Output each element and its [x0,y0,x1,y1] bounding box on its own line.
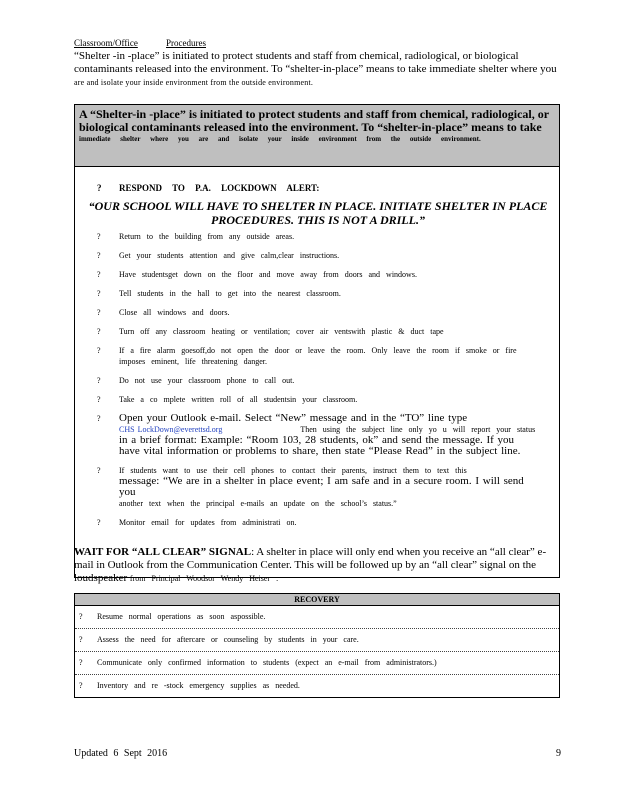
page-header [74,38,206,48]
recovery-item-text: Assess the need for aftercare or counseling by students in your care. [97,635,359,644]
recovery-item-text: Resume normal operations as soon aspossible. [97,612,266,621]
banner-tail-text: immediate shelter where you are and isolate your inside environment from the outside environment. [79,135,481,143]
outlook-instruction [97,413,537,457]
recovery-item [75,606,559,629]
recovery-item-text: Communicate only confirmed information to students (expect an e-mail from administrators.) [97,658,437,667]
outlook-text-b: Then using the subject line only yo u will report your status [300,425,536,434]
list-item-text: Close all windows and doors. [119,308,230,317]
bullet-mark: ? [97,395,101,404]
recovery-item [75,675,559,698]
all-clear-text: : A shelter in place will only end when you receive an “all clear” e-mail in Outlook from the Communication Center. This will be followed up by an “all clear” signal on the loudspeaker [74,546,547,584]
bullet-mark: ? [97,466,101,475]
list-item [97,375,537,386]
phones-text-b: message: “We are in a shelter in place event; I am safe and in a secure room. I will send you [119,475,524,498]
list-item [97,288,537,299]
bullet-mark: ? [97,414,101,423]
phones-text-c: another text when the principal e-mails an update on the school’s status.” [119,499,397,508]
list-item-text: Tell students in the hall to get into the nearest classroom. [119,289,341,298]
list-item-text: Do not use your classroom phone to call out. [119,376,295,385]
bullet-mark: ? [97,289,101,298]
intro-line-3: are and isolate your inside environment from the outside environment. [74,78,314,87]
recovery-list [74,606,560,698]
list-item-text: Get your students attention and give calm,clear instructions. [119,251,340,260]
footer-updated: Updated 6 Sept 2016 [74,748,168,759]
monitor-text: Monitor email for updates from administrati on. [119,518,297,527]
shelter-definition-banner [75,105,559,167]
bullet-mark: ? [97,251,101,260]
list-item-text: Turn off any classroom heating or ventilation; cover air ventswith plastic & duct tape [119,327,444,336]
bullet-mark: ? [79,635,83,644]
header-classroom-office: Classroom/Office [74,38,138,48]
bullet-mark: ? [79,658,83,667]
list-item [97,345,537,367]
list-item [97,269,537,280]
bullet-mark: ? [97,346,101,355]
list-item [97,250,537,261]
outlook-text-c: in a brief format: Example: “Room 103, 28 students, ok” and send the message. If you have vital information or problems to share, then state “Please Read” in the subject line. [119,434,521,457]
bullet-mark: ? [79,612,83,621]
list-item-text: Return to the building from any outside areas. [119,232,295,241]
list-item-text: If a fire alarm goesoff,do not open the door or leave the room. Only leave the room if smoke or fire imposes eminent, life threatening danger. [119,346,517,366]
procedure-list [97,231,537,536]
bullet-mark: ? [97,376,101,385]
respond-heading [97,183,319,193]
bullet-mark: ? [97,518,101,527]
bullet-mark: ? [97,232,101,241]
list-item-text: Have studentsget down on the floor and move away from doors and windows. [119,270,417,279]
recovery-heading: RECOVERY [74,593,560,606]
bullet-mark: ? [97,327,101,336]
list-item-text: Take a co mplete written roll of all studentsin your classroom. [119,395,358,404]
list-item [97,231,537,242]
list-item [97,517,537,528]
bullet-mark: ? [79,681,83,690]
all-clear-signoff: from Principal Woodsor Wendy Heiser . [129,574,279,583]
bullet-mark: ? [97,308,101,317]
phones-text-a: If students want to use their cell phones to contact their parents, instruct them to text this [119,466,467,475]
list-item [97,307,537,318]
lockdown-email-link[interactable]: CHS LockDown@everettsd.org [119,425,223,434]
list-item [97,326,537,337]
shelter-procedure-box [74,104,560,578]
intro-paragraph [74,50,574,89]
bullet-mark: ? [97,270,101,279]
bullet-mark: ? [97,183,102,193]
all-clear-heading: WAIT FOR “ALL CLEAR” SIGNAL [74,546,252,558]
page-number: 9 [556,748,561,759]
cell-phone-instruction [97,465,537,509]
recovery-item [75,652,559,675]
all-clear-paragraph [74,546,562,585]
header-procedures: Procedures [166,38,206,48]
drill-announcement: “OUR SCHOOL WILL HAVE TO SHELTER IN PLACE. INITIATE SHELTER IN PLACE PROCEDURES. THIS IS NOT A DRILL.” [88,199,548,227]
outlook-text-a: Open your Outlook e-mail. Select “New” message and in the “TO” line type [119,412,468,424]
recovery-item-text: Inventory and re -stock emergency supplies as needed. [97,681,300,690]
banner-lead-text: A “Shelter-in -place” is initiated to protect students and staff from chemical, radiological, or biological contaminants released into the environment. To “shelter-in-place” means to take [79,107,549,134]
intro-line-2: contaminants released into the environment. To “shelter-in-place” means to take immediate shelter where you [74,63,557,75]
recovery-item [75,629,559,652]
intro-line-1: “Shelter -in -place” is initiated to protect students and staff from chemical, radiological, or biological [74,50,519,62]
respond-text: RESPOND TO P.A. LOCKDOWN ALERT: [119,183,320,193]
list-item [97,394,537,405]
